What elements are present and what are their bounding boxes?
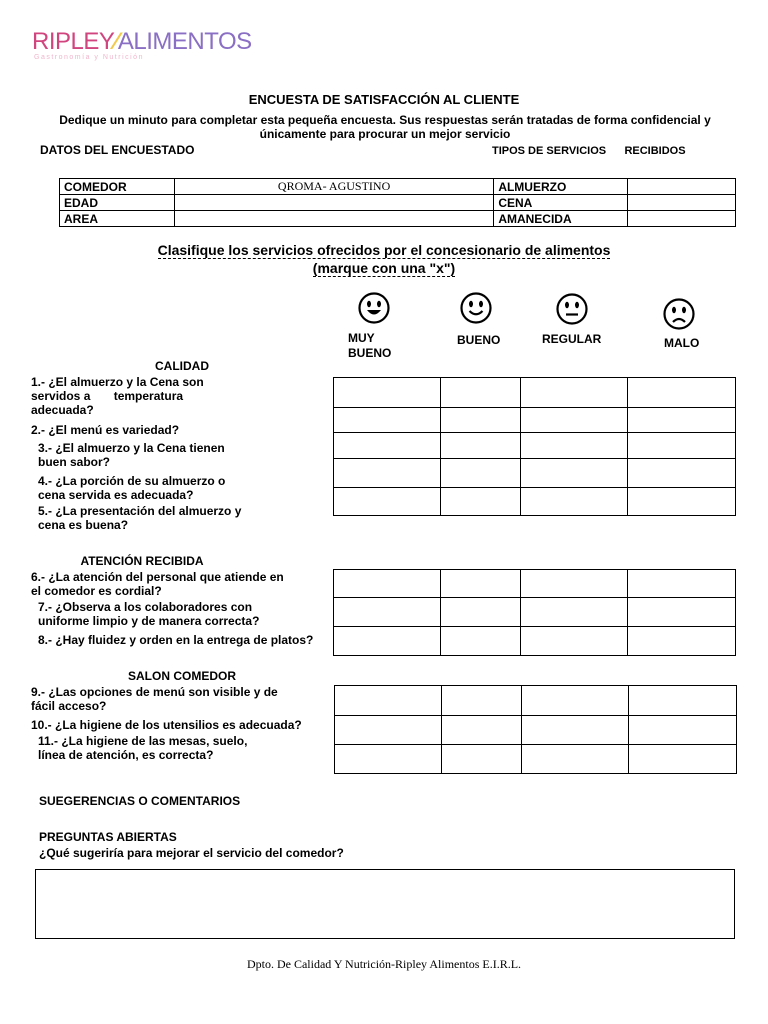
rating-cell[interactable] [521, 408, 628, 433]
question-10: 10.- ¿La higiene de los utensilios es adecuada? [31, 718, 302, 732]
question-8: 8.- ¿Hay fluidez y orden en la entrega de platos? [38, 633, 314, 647]
logo-tagline: Gastronomía y Nutrición [34, 54, 144, 61]
question-text: 11.- ¿La higiene de las mesas, suelo, [38, 734, 248, 748]
rating-cell[interactable] [334, 598, 441, 627]
rating-cell[interactable] [441, 627, 521, 656]
question-5 [38, 504, 241, 532]
datos-value-field[interactable]: QROMA- AGUSTINO [174, 179, 493, 195]
datos-row-edad [60, 195, 736, 211]
survey-intro: Dedique un minuto para completar esta pequeña encuesta. Sus respuestas serán tratadas de forma confidencial y únicamente para procurar un mejor servicio [59, 113, 711, 141]
rating-cell[interactable] [521, 378, 628, 408]
rating-row [334, 488, 736, 516]
rating-row [334, 408, 736, 433]
rating-cell[interactable] [441, 570, 521, 598]
section-title-calidad: CALIDAD [155, 359, 209, 373]
rating-cell[interactable] [334, 570, 441, 598]
service-mark-field[interactable] [628, 211, 736, 227]
rating-cell[interactable] [441, 378, 521, 408]
rating-cell[interactable] [442, 745, 522, 774]
datos-label: DATOS DEL ENCUESTADO [40, 143, 195, 157]
rating-cell[interactable] [521, 627, 628, 656]
footer-text: Dpto. De Calidad Y Nutrición-Ripley Alimentos E.I.R.L. [246, 957, 522, 971]
rating-row [334, 598, 736, 627]
open-question: ¿Qué sugeriría para mejorar el servicio del comedor? [39, 846, 344, 860]
question-text: uniforme limpio y de manera correcta? [38, 614, 260, 628]
datos-key: AREA [60, 211, 175, 227]
rating-cell[interactable] [335, 686, 442, 716]
classify-instructions [0, 241, 768, 277]
question-text: 9.- ¿Las opciones de menú son visible y de [31, 685, 278, 699]
datos-key: EDAD [60, 195, 175, 211]
neutral-face-icon [556, 293, 588, 325]
rating-cell[interactable] [334, 433, 441, 459]
rating-cell[interactable] [441, 598, 521, 627]
rating-regular-label: REGULAR [542, 332, 602, 346]
rating-row [334, 627, 736, 656]
question-text: 1.- ¿El almuerzo y la Cena son [31, 375, 204, 389]
question-text: cena es buena? [38, 518, 129, 532]
question-text: fácil acceso? [31, 699, 107, 713]
classify-line-2: (marque con una "x") [312, 260, 456, 276]
service-mark-field[interactable] [628, 195, 736, 211]
rating-cell[interactable] [522, 686, 629, 716]
rating-cell[interactable] [629, 745, 737, 774]
datos-row-area [60, 211, 736, 227]
sad-face-icon [663, 298, 695, 330]
sugerencias-label: SUEGERENCIAS O COMENTARIOS [39, 794, 241, 808]
question-text: servidos a temperatura [31, 389, 184, 403]
open-answer-field[interactable] [35, 869, 735, 939]
rating-cell[interactable] [442, 686, 522, 716]
question-text: el comedor es cordial? [31, 584, 162, 598]
tipos-servicios-label [492, 145, 686, 157]
section-title-salon: SALON COMEDOR [128, 669, 236, 683]
question-2: 2.- ¿El menú es variedad? [31, 423, 180, 437]
question-text: 7.- ¿Observa a los colaboradores con [38, 600, 253, 614]
question-text: línea de atención, es correcta? [38, 748, 214, 762]
question-7 [38, 600, 259, 628]
rating-bueno-word: BUENO [348, 346, 392, 360]
rating-row [334, 570, 736, 598]
rating-cell[interactable] [522, 745, 629, 774]
rating-row [335, 716, 737, 745]
rating-cell[interactable] [522, 716, 629, 745]
service-label: CENA [494, 195, 628, 211]
rating-cell[interactable] [628, 627, 736, 656]
rating-row [335, 745, 737, 774]
rating-bueno-label: BUENO [457, 333, 501, 347]
service-label: AMANECIDA [494, 211, 628, 227]
rating-cell[interactable] [628, 488, 736, 516]
datos-table [59, 178, 736, 227]
rating-malo-label: MALO [664, 336, 700, 350]
service-label: ALMUERZO [494, 179, 628, 195]
atencion-rating-grid [333, 569, 736, 656]
rating-row [335, 686, 737, 716]
question-3 [38, 441, 225, 469]
rating-row [334, 459, 736, 488]
rating-cell[interactable] [628, 408, 736, 433]
classify-line-1: Clasifique los servicios ofrecidos por el concesionario de alimentos [157, 242, 611, 258]
rating-cell[interactable] [629, 686, 737, 716]
tipos-label: TIPOS DE SERVICIOS [492, 145, 607, 157]
question-1 [31, 375, 204, 417]
rating-cell[interactable] [628, 570, 736, 598]
calidad-rating-grid [333, 377, 736, 516]
rating-cell[interactable] [628, 378, 736, 408]
rating-cell[interactable] [521, 570, 628, 598]
rating-cell[interactable] [628, 598, 736, 627]
rating-cell[interactable] [521, 598, 628, 627]
rating-muy-bueno [348, 331, 391, 361]
rating-cell[interactable] [334, 488, 441, 516]
happy-face-icon [460, 292, 492, 324]
rating-cell[interactable] [441, 433, 521, 459]
section-title-atencion: ATENCIÓN RECIBIDA [80, 554, 204, 568]
rating-cell[interactable] [334, 378, 441, 408]
question-text: cena servida es adecuada? [38, 488, 194, 502]
datos-value-field[interactable] [174, 195, 493, 211]
question-text: 6.- ¿La atención del personal que atiende en [31, 570, 284, 584]
question-text: 4.- ¿La porción de su almuerzo o [38, 474, 226, 488]
rating-row [334, 433, 736, 459]
rating-cell[interactable] [521, 433, 628, 459]
rating-cell[interactable] [521, 459, 628, 488]
rating-cell[interactable] [335, 716, 442, 745]
rating-cell[interactable] [441, 408, 521, 433]
question-text: adecuada? [31, 403, 94, 417]
question-11 [38, 734, 247, 762]
very-happy-face-icon [358, 292, 390, 324]
question-text: 5.- ¿La presentación del almuerzo y [38, 504, 242, 518]
datos-row-comedor [60, 179, 736, 195]
salon-rating-grid [334, 685, 737, 774]
rating-cell[interactable] [628, 459, 736, 488]
rating-cell[interactable] [334, 627, 441, 656]
rating-muy-label: MUY [348, 331, 375, 345]
logo-brand-right: ALIMENTOS [117, 28, 252, 55]
survey-title: ENCUESTA DE SATISFACCIÓN AL CLIENTE [248, 92, 520, 107]
rating-cell[interactable] [628, 433, 736, 459]
question-text: 3.- ¿El almuerzo y la Cena tienen [38, 441, 225, 455]
rating-cell[interactable] [442, 716, 522, 745]
question-text: buen sabor? [38, 455, 111, 469]
preguntas-abiertas-label: PREGUNTAS ABIERTAS [39, 830, 177, 844]
rating-cell[interactable] [521, 488, 628, 516]
service-mark-field[interactable] [628, 179, 736, 195]
company-logo [32, 28, 252, 56]
rating-cell[interactable] [335, 745, 442, 774]
rating-cell[interactable] [441, 488, 521, 516]
logo-brand-left: RIPLEY [32, 28, 115, 55]
rating-cell[interactable] [441, 459, 521, 488]
question-9 [31, 685, 278, 713]
rating-cell[interactable] [334, 459, 441, 488]
question-6 [31, 570, 284, 598]
logo-slash-mark: ⁄ [114, 28, 118, 55]
recibidos-label: RECIBIDOS [624, 145, 686, 157]
rating-cell[interactable] [334, 408, 441, 433]
datos-value-field[interactable] [174, 211, 493, 227]
datos-key: COMEDOR [60, 179, 175, 195]
rating-cell[interactable] [629, 716, 737, 745]
rating-row [334, 378, 736, 408]
question-4 [38, 474, 225, 502]
